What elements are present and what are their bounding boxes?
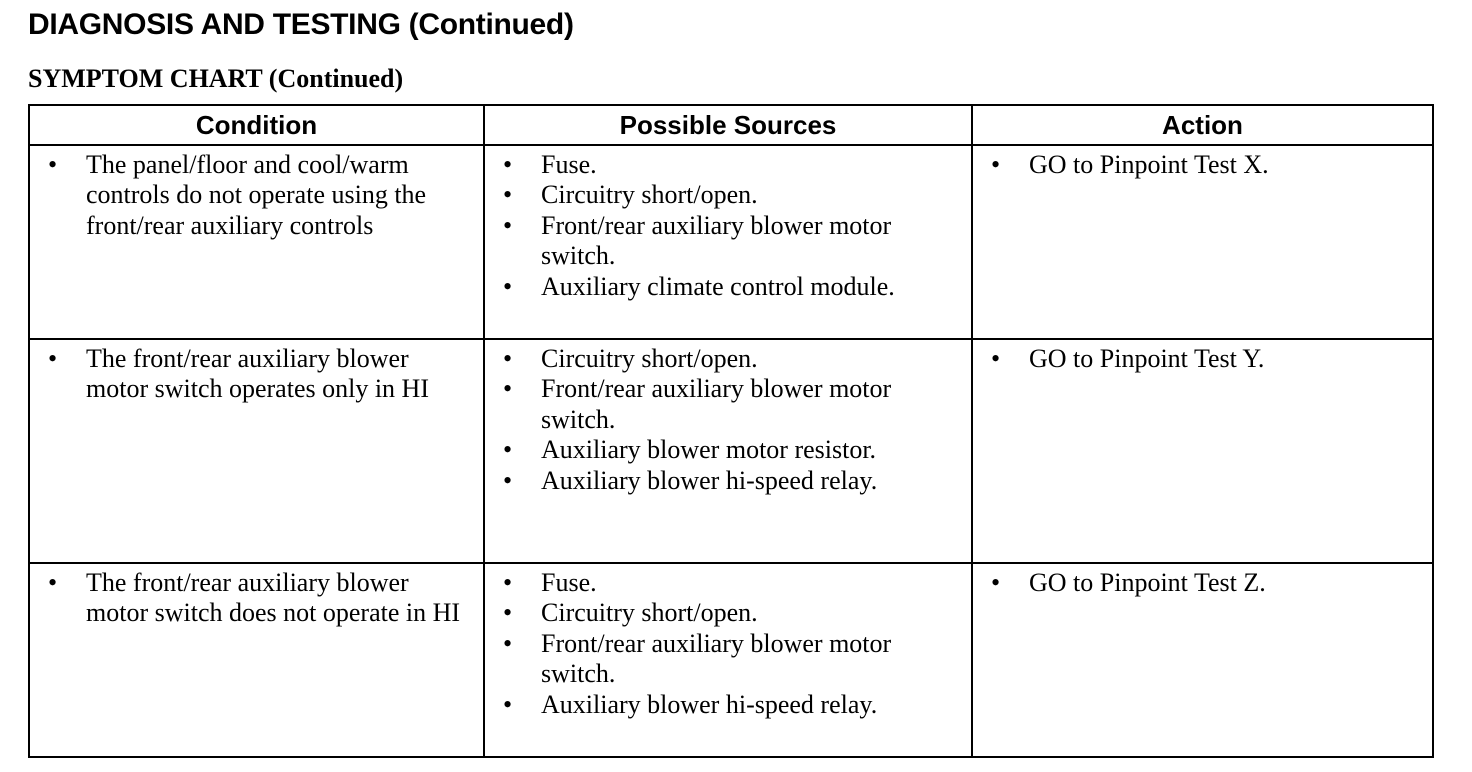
source-item: • Circuitry short/open. <box>493 598 961 628</box>
source-item: • Auxiliary blower motor resistor. <box>493 435 961 465</box>
source-item: • Front/rear auxiliary blower motor switch. <box>493 374 961 435</box>
condition-cell <box>29 563 484 757</box>
action-text: • GO to Pinpoint Test Y. <box>981 344 1422 374</box>
source-item: • Auxiliary blower hi-speed relay. <box>493 690 961 720</box>
table-row <box>29 145 1433 339</box>
symptom-chart-heading: SYMPTOM CHART (Continued) <box>28 64 404 93</box>
source-item: • Fuse. <box>493 568 961 598</box>
column-header-possible-sources: Possible Sources <box>484 105 972 145</box>
action-cell <box>972 563 1433 757</box>
possible-sources-cell <box>484 563 972 757</box>
source-item: • Front/rear auxiliary blower motor switch. <box>493 211 961 272</box>
action-text: • GO to Pinpoint Test Z. <box>981 568 1422 598</box>
source-item: • Front/rear auxiliary blower motor switch. <box>493 629 961 690</box>
condition-cell <box>29 145 484 339</box>
table-row <box>29 563 1433 757</box>
condition-text: • The front/rear auxiliary blower motor switch does not operate in HI <box>38 568 473 629</box>
column-header-action: Action <box>972 105 1433 145</box>
possible-sources-cell <box>484 145 972 339</box>
condition-cell <box>29 339 484 563</box>
action-cell <box>972 339 1433 563</box>
action-text: • GO to Pinpoint Test X. <box>981 150 1422 180</box>
page-heading: DIAGNOSIS AND TESTING (Continued) <box>28 8 574 41</box>
source-item: • Circuitry short/open. <box>493 180 961 210</box>
table-header-row <box>29 105 1433 145</box>
source-item: • Circuitry short/open. <box>493 344 961 374</box>
condition-text: • The front/rear auxiliary blower motor switch operates only in HI <box>38 344 473 405</box>
condition-text: • The panel/floor and cool/warm controls do not operate using the front/rear auxiliary controls <box>38 150 473 241</box>
source-item: • Auxiliary blower hi-speed relay. <box>493 466 961 496</box>
table-row <box>29 339 1433 563</box>
source-item: • Auxiliary climate control module. <box>493 272 961 302</box>
possible-sources-cell <box>484 339 972 563</box>
source-item: • Fuse. <box>493 150 961 180</box>
column-header-condition: Condition <box>29 105 484 145</box>
symptom-chart-table <box>28 104 1434 758</box>
action-cell <box>972 145 1433 339</box>
